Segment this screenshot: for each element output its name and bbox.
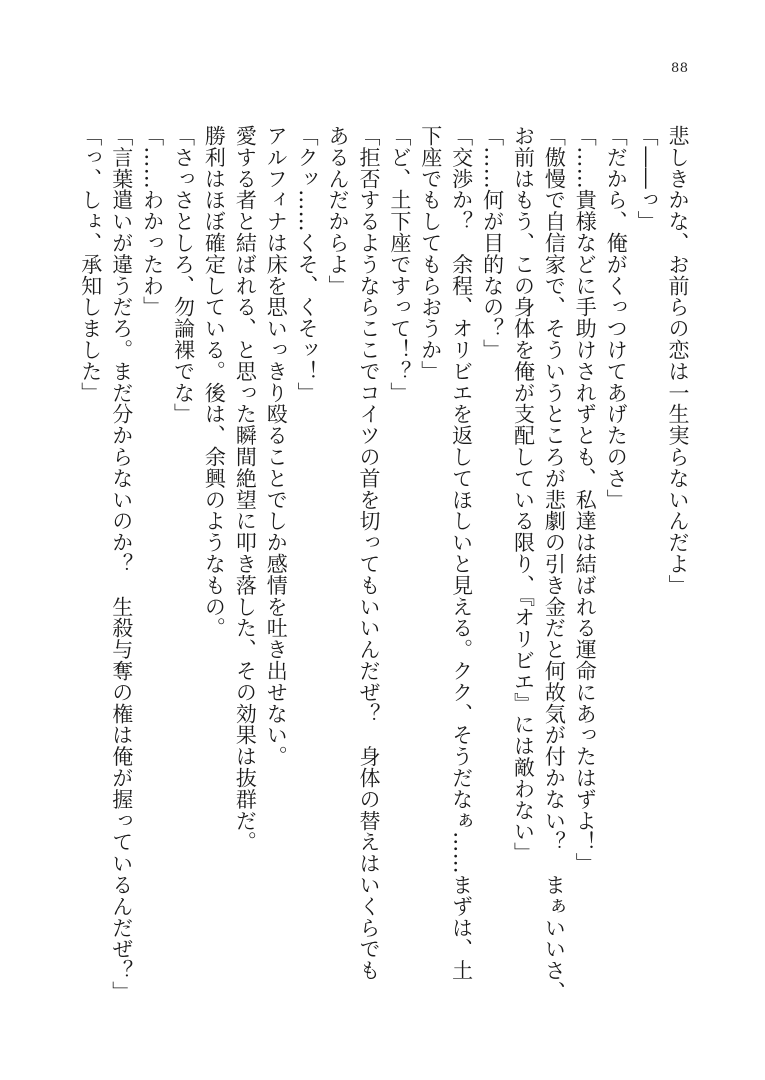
page-number: 88 [671, 61, 689, 76]
text-line: 「っ、しょ、承知しました」 [78, 125, 103, 404]
text-line: 「ど、土下座ですって！？」 [387, 125, 412, 404]
text-line: 悲しきかな、お前らの恋は一生実らないんだよ」 [666, 125, 690, 596]
text-line: 「だから、俺がくっつけてあげたのさ」 [604, 125, 629, 511]
text-line: 「拒否するようならここでコイツの首を切ってもいいんだぜ？ 身体の替えはいくらでも [356, 125, 381, 981]
text-line: 「……貴様などに手助けされずとも、私達は結ばれる運命にあったはずよ！」 [573, 125, 598, 874]
text-line: 「……わかったわ」 [140, 125, 165, 318]
text-line: 「――っ」 [635, 125, 660, 232]
text-line: 下座でもしてもらおうか」 [418, 125, 443, 382]
text-line: 愛する者と結ばれる、と思った瞬間絶望に叩き落した、その効果は抜群だ。 [233, 125, 258, 853]
text-line: 「傲慢で自信家で、そういうところが悲劇の引き金だと何故気が付かない？ まぁいいさ、 [542, 125, 567, 1003]
text-line: 勝利はほぼ確定している。後は、余興のようなもの。 [202, 125, 227, 639]
text-line: 「……何が目的なの？」 [480, 125, 505, 361]
text-line: 「言葉遣いが違うだろ。まだ分からないのか？ 生殺与奪の権は俺が握っているんだぜ？」 [109, 125, 134, 1003]
text-line: 「交渉か？ 余程、オリビエを返してほしいと見える。クク、そうだなぁ……まずは、土 [449, 125, 474, 981]
text-line: お前はもう、この身体を俺が支配している限り、『オリビエ』には敵わない」 [511, 125, 536, 864]
text-line: アルフィナは床を思いっきり殴ることでしか感情を吐き出せない。 [264, 125, 289, 767]
text-line: あるんだからよ」 [326, 125, 351, 297]
text-line: 「さっさとしろ、勿論裸でな」 [171, 125, 196, 425]
vertical-text-body [73, 125, 693, 1005]
text-line: 「クッ……くそ、くそッ！」 [295, 125, 320, 404]
